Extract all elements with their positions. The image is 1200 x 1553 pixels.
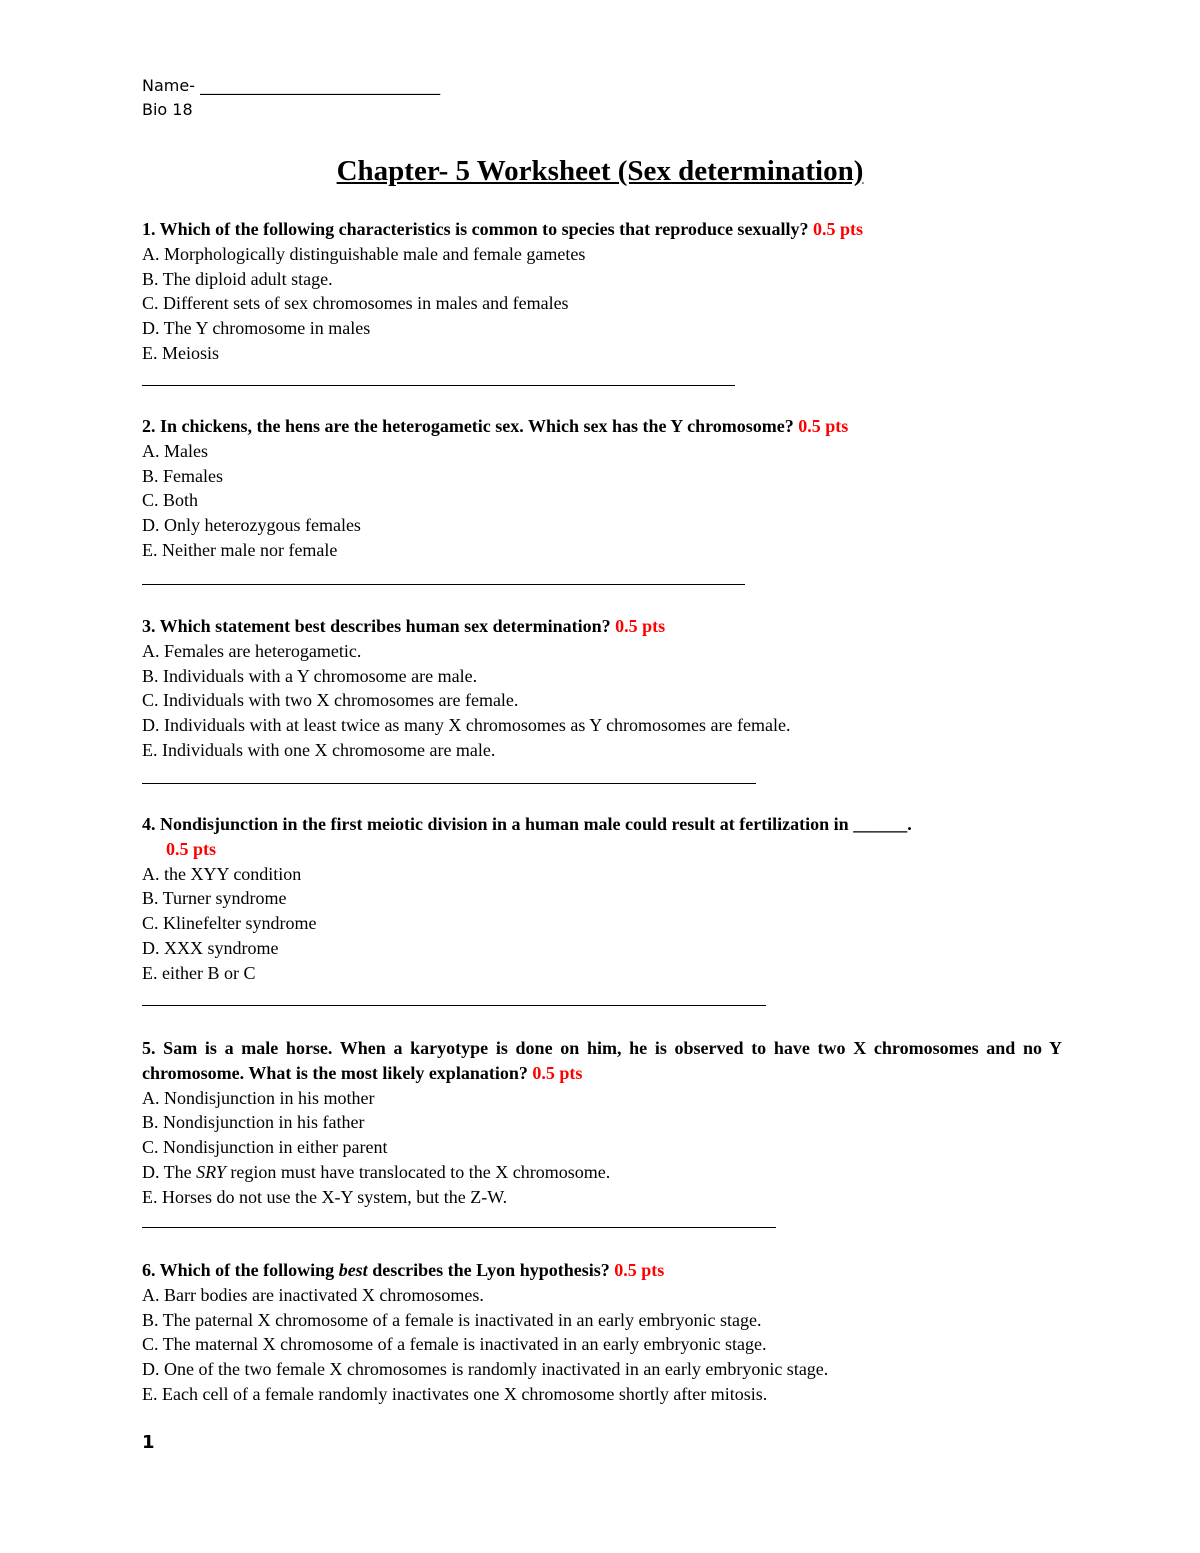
page-number: 1	[142, 1432, 155, 1453]
question-6-option-d: D. One of the two female X chromosomes is randomly inactivated in an early embryonic stage.	[142, 1359, 829, 1380]
question-6-points: 0.5 pts	[614, 1260, 665, 1280]
question-2-points: 0.5 pts	[798, 416, 849, 436]
question-4-points: 0.5 pts	[166, 838, 217, 859]
answer-line-4	[142, 1005, 766, 1006]
question-2	[142, 414, 1062, 563]
name-line: Name- ______________________________	[142, 76, 441, 95]
answer-line-3	[142, 783, 756, 784]
question-6-option-c: C. The maternal X chromosome of a female is inactivated in an early embryonic stage.	[142, 1334, 767, 1355]
question-1	[142, 217, 1062, 366]
question-2-option-d: D. Only heterozygous females	[142, 515, 361, 536]
header	[142, 74, 440, 122]
question-4	[142, 812, 1062, 986]
course-label: Bio 18	[142, 100, 193, 119]
question-2-option-e: E. Neither male nor female	[142, 539, 338, 560]
page-title: Chapter- 5 Worksheet (Sex determination)	[336, 155, 864, 187]
question-3-points: 0.5 pts	[615, 616, 666, 636]
question-1-text: 1. Which of the following characteristics is common to species that reproduce sexually?	[142, 219, 809, 239]
question-1-option-c: C. Different sets of sex chromosomes in males and females	[142, 293, 569, 314]
question-4-option-d: D. XXX syndrome	[142, 937, 279, 958]
question-4-text: 4. Nondisjunction in the first meiotic division in a human male could result at fertilization in ______.	[142, 814, 912, 834]
question-3-option-e: E. Individuals with one X chromosome are male.	[142, 739, 496, 760]
question-3-option-c: C. Individuals with two X chromosomes are female.	[142, 690, 519, 711]
question-3	[142, 614, 1062, 763]
question-5-text: 5. Sam is a male horse. When a karyotype is done on him, he is observed to have two X chromosomes and no Y chromosome. What is the most likely explanation?	[142, 1038, 1062, 1083]
question-6-text-emphasis: best	[338, 1260, 368, 1280]
question-6-text	[142, 1260, 610, 1280]
question-6	[142, 1258, 1062, 1407]
question-2-option-a: A. Males	[142, 440, 208, 461]
question-1-option-a: A. Morphologically distinguishable male and female gametes	[142, 243, 586, 264]
question-2-option-c: C. Both	[142, 490, 199, 511]
question-5-option-a: A. Nondisjunction in his mother	[142, 1087, 375, 1108]
question-1-option-e: E. Meiosis	[142, 342, 220, 363]
question-6-option-e: E. Each cell of a female randomly inactivates one X chromosome shortly after mitosis.	[142, 1383, 768, 1404]
question-3-text: 3. Which statement best describes human sex determination?	[142, 616, 611, 636]
question-3-option-a: A. Females are heterogametic.	[142, 640, 362, 661]
question-5-option-d: D. The SRY region must have translocated to the X chromosome.	[142, 1161, 611, 1182]
question-5-option-c: C. Nondisjunction in either parent	[142, 1137, 388, 1158]
question-4-option-b: B. Turner syndrome	[142, 888, 287, 909]
question-6-text-after: describes the Lyon hypothesis?	[367, 1260, 610, 1280]
question-3-option-d: D. Individuals with at least twice as many X chromosomes as Y chromosomes are female.	[142, 715, 791, 736]
question-6-option-a: A. Barr bodies are inactivated X chromosomes.	[142, 1284, 484, 1305]
question-2-text: 2. In chickens, the hens are the heterogametic sex. Which sex has the Y chromosome?	[142, 416, 794, 436]
question-4-option-e: E. either B or C	[142, 962, 256, 983]
question-4-option-a: A. the XYY condition	[142, 863, 302, 884]
question-6-text-before: 6. Which of the following	[142, 1260, 339, 1280]
answer-line-1	[142, 385, 735, 386]
question-3-option-b: B. Individuals with a Y chromosome are male.	[142, 665, 478, 686]
question-5-option-e: E. Horses do not use the X-Y system, but the Z-W.	[142, 1186, 508, 1207]
question-5-option-b: B. Nondisjunction in his father	[142, 1112, 365, 1133]
question-4-option-c: C. Klinefelter syndrome	[142, 913, 317, 934]
question-1-option-b: B. The diploid adult stage.	[142, 268, 333, 289]
question-6-option-b: B. The paternal X chromosome of a female is inactivated in an early embryonic stage.	[142, 1309, 762, 1330]
question-1-option-d: D. The Y chromosome in males	[142, 318, 371, 339]
question-2-option-b: B. Females	[142, 465, 223, 486]
question-1-points: 0.5 pts	[812, 219, 863, 239]
question-5	[142, 1036, 1062, 1210]
answer-line-5	[142, 1227, 776, 1228]
question-5-points: 0.5 pts	[532, 1062, 583, 1083]
answer-line-2	[142, 584, 745, 585]
